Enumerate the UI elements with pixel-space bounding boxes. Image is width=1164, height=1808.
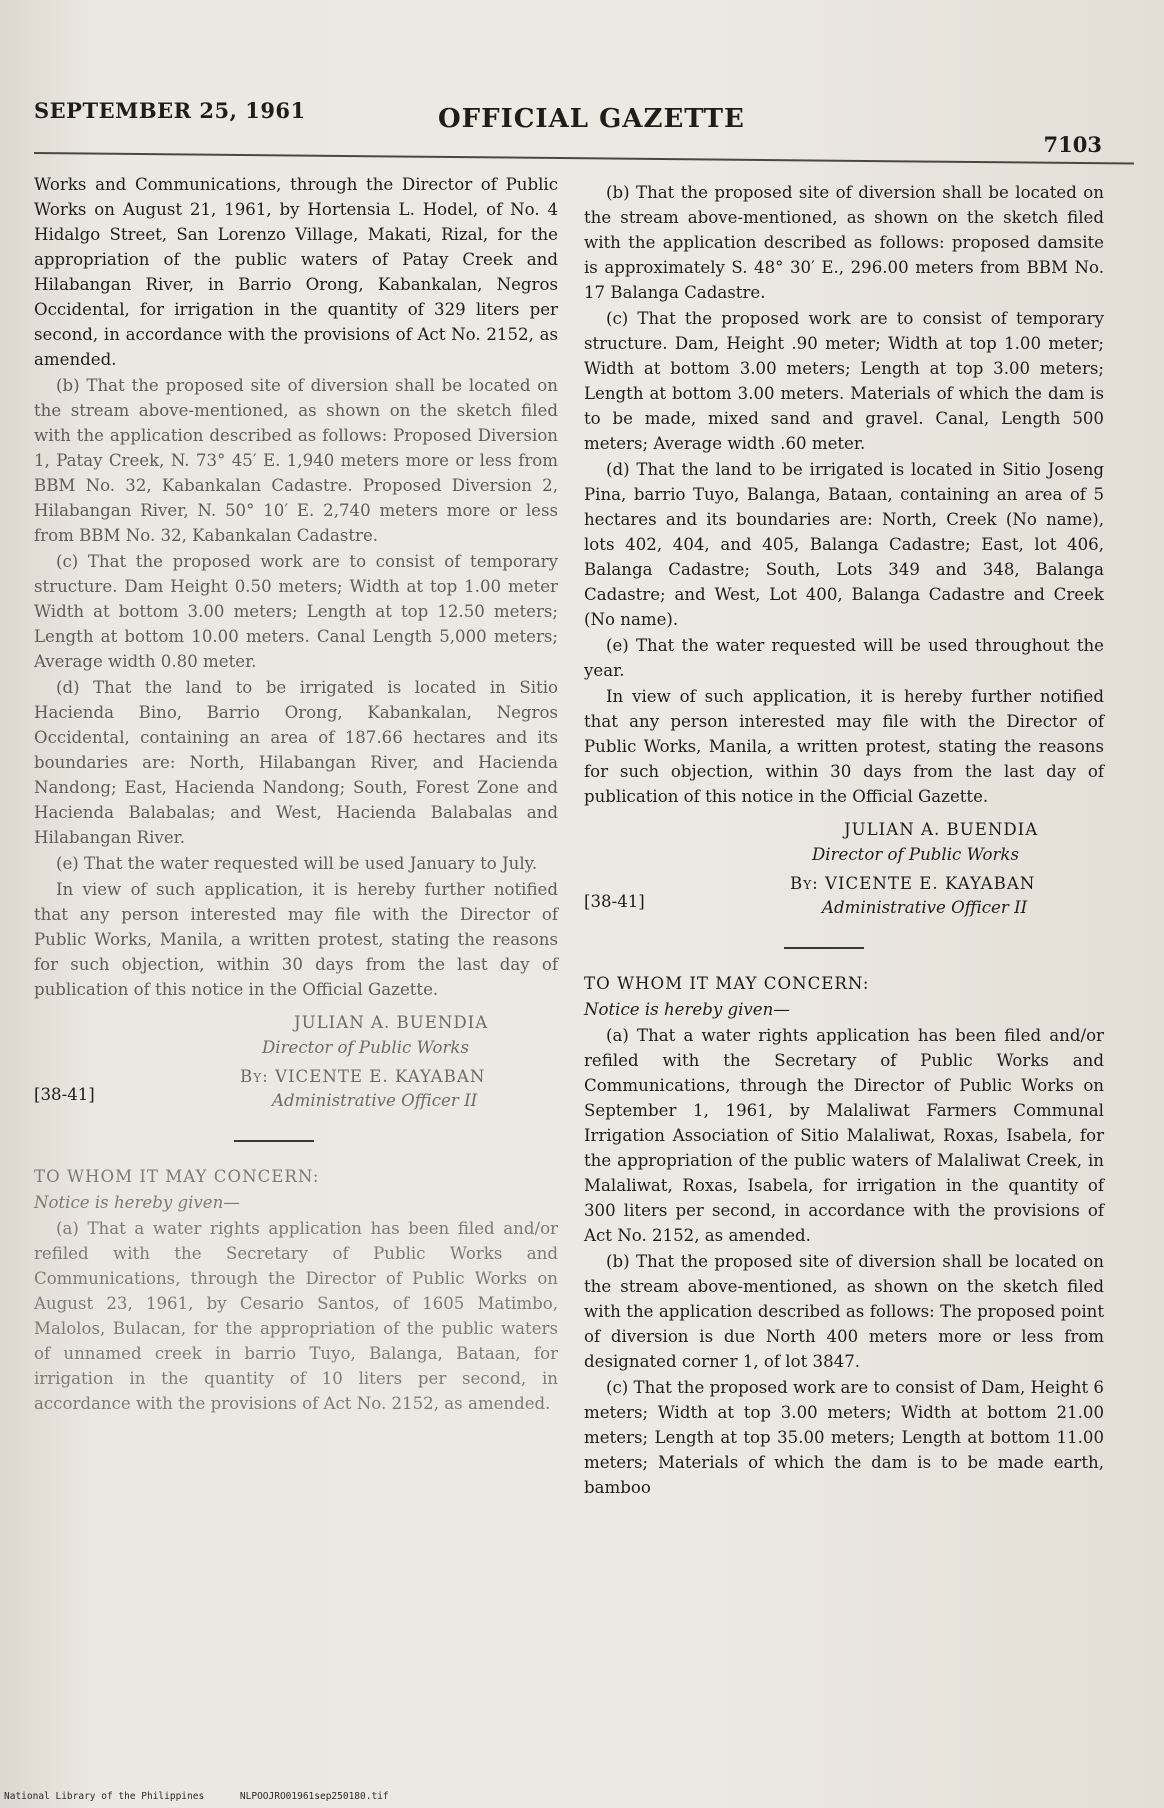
signatory-name: JULIAN A. BUENDIA [844,820,1039,839]
right-column [584,180,1104,1501]
paragraph-c-third-notice: (c) That the proposed work are to consist of Dam, Height 6 meters; Width at top 3.00 meters; Width at bottom 21.00 meters; Length at top 35.00 meters; Length at bottom 11.00 meters; Materials of which the dam is to be made earth, bamboo [584,1378,1104,1497]
scan-footer [4,1791,419,1802]
paragraph-e: (e) That the water requested will be used throughout the year. [584,636,1104,680]
paragraph-b: (b) That the proposed site of diversion shall be located on the stream above-mentioned, as shown on the sketch filed with the application described as follows: Proposed Diversion 1, Patay Creek, N. 73° 45′ E. 1,940 meters more or less from BBM No. 32, Kabankalan Cadastre. Proposed Diversion 2, Hilabangan River, N. 50° 10′ E. 2,740 meters more or less from BBM No. 32, Kabankalan Cadastre. [34,376,558,545]
notice-given: Notice is hereby given— [584,1000,790,1019]
paragraph-d: (d) That the land to be irrigated is located in Sitio Joseng Pina, barrio Tuyo, Balanga, Bataan, containing an area of 5 hectares and its boundaries are: North, Creek (No name), lots 402, 404, and 405, Balanga Cadastre; East, lot 406, Balanga Cadastre; South, Lots 349 and 348, Balanga Cadastre; and West, Lot 400, Balanga Cadastre and Creek (No name). [584,460,1104,629]
page-number: 7103 [1043,132,1102,157]
signatory-by-title: Administrative Officer II [272,1091,478,1110]
concern-heading: TO WHOM IT MAY CONCERN: [34,1167,320,1186]
section-divider [234,1140,314,1142]
paragraph-intro: Works and Communications, through the Director of Public Works on August 21, 1961, by Hortensia L. Hodel, of No. 4 Hidalgo Street, San Lorenzo Village, Makati, Rizal, for the appropriation of the public waters of Patay Creek and Hilabangan River, in Barrio Orong, Kabankalan, Negros Occidental, for irrigation in the quantity of 329 liters per second, in accordance with the provisions of Act No. 2152, as amended. [34,175,558,369]
reference-number: [38-41] [34,1085,95,1104]
paragraph-b-third-notice: (b) That the proposed site of diversion shall be located on the stream above-mentioned, as shown on the sketch filed with the application described as follows: The proposed point of diversion is due North 400 meters more or less from designated corner 1, of lot 3847. [584,1252,1104,1371]
paragraph-b: (b) That the proposed site of diversion shall be located on the stream above-mentioned, as shown on the sketch filed with the application described as follows: proposed damsite is approximately S. 48° 30′ E., 296.00 meters from BBM No. 17 Balanga Cadastre. [584,183,1104,302]
header-rule [34,152,1134,165]
signatory-by: By: VICENTE E. KAYABAN [240,1067,486,1086]
footer-file: NLPOOJRO01961sep250180.tif [239,1791,389,1802]
paragraph-e: (e) That the water requested will be used January to July. [56,854,538,873]
signatory-name: JULIAN A. BUENDIA [294,1013,489,1032]
header-date: SEPTEMBER 25, 1961 [34,98,306,123]
paragraph-protest: In view of such application, it is hereby further notified that any person interested may file with the Director of Public Works, Manila, a written protest, stating the reasons for such objection, within 30 days from the last day of publication of this notice in the Official Gazette. [34,880,558,999]
paragraph-a-third-notice: (a) That a water rights application has been filed and/or refiled with the Secretary of Public Works and Communications, through the Director of Public Works on September 1, 1961, by Malaliwat Farmers Communal Irrigation Association of Sitio Malaliwat, Roxas, Isabela, for the appropriation of the public waters of Malaliwat Creek, in Malaliwat, Roxas, Isabela, for irrigation in the quantity of 300 liters per second, in accordance with the provisions of Act No. 2152, as amended. [584,1026,1104,1245]
notice-given: Notice is hereby given— [34,1193,240,1212]
signature-block [584,813,1104,917]
signatory-by-title: Administrative Officer II [822,898,1028,917]
signatory-by: By: VICENTE E. KAYABAN [790,874,1036,893]
reference-number: [38-41] [584,892,645,911]
signature-block [34,1006,558,1110]
paragraph-c: (c) That the proposed work are to consist of temporary structure. Dam Height 0.50 meters; Width at top 1.00 meter Width at bottom 3.00 meters; Length at top 12.50 meters; Length at bottom 10.00 meters. Canal Length 5,000 meters; Average width 0.80 meter. [34,552,558,671]
concern-heading: TO WHOM IT MAY CONCERN: [584,974,870,993]
page-header [34,92,1124,157]
section-divider [784,947,864,949]
footer-library: National Library of the Philippines [4,1791,205,1802]
paragraph-c: (c) That the proposed work are to consist of temporary structure. Dam, Height .90 meter; Width at top 1.00 meter; Width at bottom 3.00 meters; Length at top 3.00 meters; Length at bottom 3.00 meters. Materials of which the dam is to be made, mixed sand and gravel. Canal, Length 500 meters; Average width .60 meter. [584,309,1104,453]
left-column [34,172,558,1417]
signatory-title: Director of Public Works [812,845,1020,864]
paragraph-protest: In view of such application, it is hereby further notified that any person interested may file with the Director of Public Works, Manila, a written protest, stating the reasons for such objection, within 30 days from the last day of publication of this notice in the Official Gazette. [584,687,1104,806]
signatory-title: Director of Public Works [262,1038,470,1057]
paragraph-a-second-notice: (a) That a water rights application has been filed and/or refiled with the Secretary of Public Works and Communications, through the Director of Public Works on August 23, 1961, by Cesario Santos, of 1605 Matimbo, Malolos, Bulacan, for the appropriation of the public waters of unnamed creek in barrio Tuyo, Balanga, Bataan, for irrigation in the quantity of 10 liters per second, in accordance with the provisions of Act No. 2152, as amended. [34,1219,558,1413]
header-title: OFFICIAL GAZETTE [438,104,745,134]
paragraph-d: (d) That the land to be irrigated is located in Sitio Hacienda Bino, Barrio Orong, Kabankalan, Negros Occidental, containing an area of 187.66 hectares and its boundaries are: North, Hilabangan River, and Hacienda Nandong; East, Hacienda Nandong; South, Forest Zone and Hacienda Balabalas; and West, Hacienda Balabalas and Hilabangan River. [34,678,558,847]
